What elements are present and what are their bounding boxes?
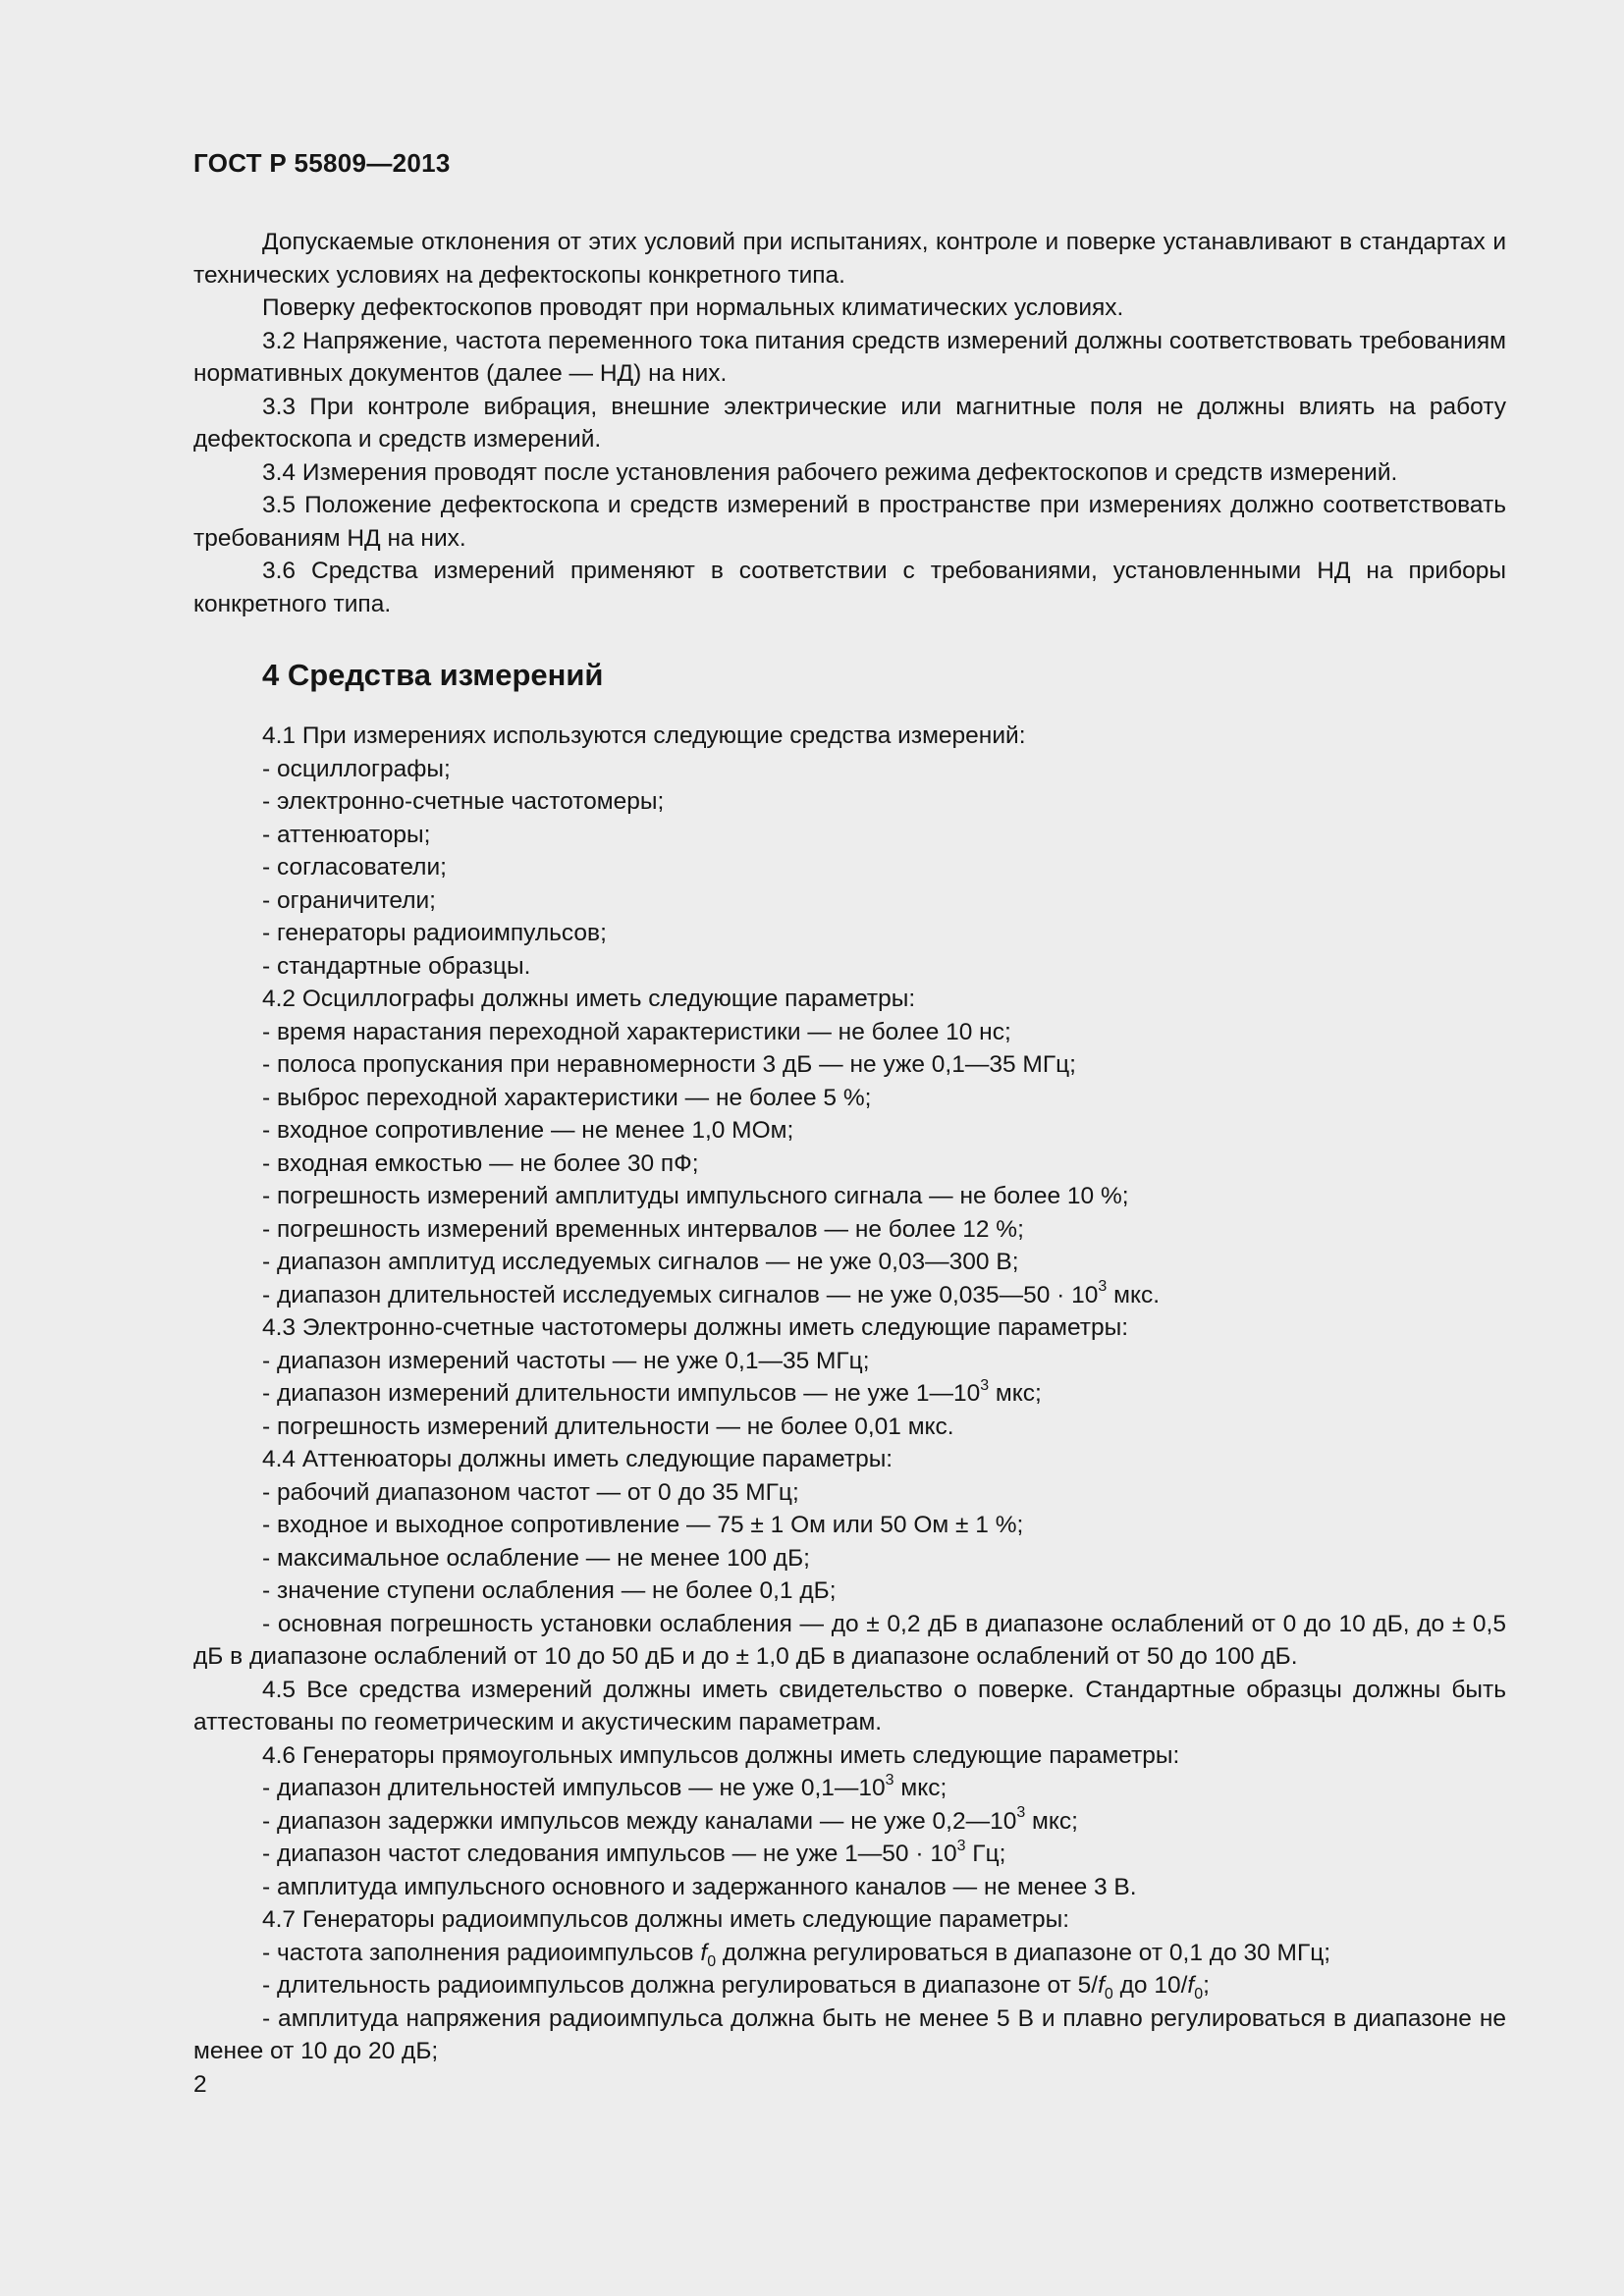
clause-4-2: 4.2 Осциллографы должны иметь следующие параметры: (262, 986, 916, 1012)
paragraph: Поверку дефектоскопов проводят при нормальных климатических условиях. (262, 294, 1124, 321)
clause-4-1: 4.1 При измерениях используются следующие средства измерений: (262, 722, 1026, 749)
list-item: - основная погрешность установки ослабления — до ± 0,2 дБ в диапазоне ослаблений от 0 до 10 дБ, до ± 0,5 дБ в диапазоне ослаблений от 10 до 50 дБ и до ± 1,0 дБ в диапазоне ослаблений от 50 до 100 дБ. (193, 1610, 1506, 1670)
item-text: - диапазон частот следования импульсов — не уже 1—50 · 10 (262, 1841, 957, 1867)
list-item: - время нарастания переходной характеристики — не более 10 нс; (262, 1018, 1011, 1045)
list-item: - ограничители; (262, 886, 436, 914)
list-item: - электронно-счетные частотомеры; (262, 788, 665, 815)
item-text: Гц; (965, 1841, 1006, 1867)
list-item: - значение ступени ослабления — не более 0,1 дБ; (262, 1577, 837, 1604)
list-item: - генераторы радиоимпульсов; (262, 920, 607, 946)
superscript: 3 (956, 1837, 966, 1854)
superscript: 3 (1016, 1804, 1026, 1822)
list-item: - рабочий диапазоном частот — от 0 до 35 МГц; (262, 1478, 799, 1506)
page-number: 2 (193, 2071, 207, 2098)
item-text: - длительность радиоимпульсов должна регулироваться в диапазоне от 5/ (262, 1972, 1099, 1999)
list-item (193, 1838, 1506, 1871)
item-text: мкс. (1107, 1281, 1161, 1308)
item-text: - частота заполнения радиоимпульсов (262, 1939, 701, 1966)
list-item: - диапазон амплитуд исследуемых сигналов — не уже 0,03—300 В; (262, 1249, 1019, 1275)
clause-3-3: 3.3 При контроле вибрация, внешние электрические или магнитные поля не должны влиять на работу дефектоскопа и средств измерений. (193, 393, 1506, 453)
list-item: - погрешность измерений длительности — не более 0,01 мкс. (262, 1413, 954, 1440)
list-item: - аттенюаторы; (262, 821, 431, 848)
document-header: ГОСТ Р 55809—2013 (193, 148, 451, 178)
list-item: - амплитуда напряжения радиоимпульса должна быть не менее 5 В и плавно регулироваться в диапазоне не менее от 10 до 20 дБ; (193, 2004, 1506, 2064)
list-item: - стандартные образцы. (262, 952, 531, 980)
superscript: 3 (1098, 1278, 1108, 1296)
list-item: - выброс переходной характеристики — не более 5 %; (262, 1084, 872, 1111)
superscript: 3 (980, 1376, 990, 1394)
item-text: - диапазон длительностей импульсов — не уже 0,1—10 (262, 1775, 886, 1801)
list-item (193, 1377, 1506, 1411)
item-text: до 10/ (1112, 1972, 1188, 1999)
clause-3-4: 3.4 Измерения проводят после установления рабочего режима дефектоскопов и средств измерений. (262, 458, 1398, 486)
item-text: должна регулироваться в диапазоне от 0,1 до 30 МГц; (716, 1939, 1331, 1966)
list-item: - входное и выходное сопротивление — 75 ± 1 Ом или 50 Ом ± 1 %; (262, 1512, 1024, 1538)
list-item (193, 1772, 1506, 1805)
item-text: мкс; (893, 1775, 947, 1801)
intro-block (193, 226, 1506, 620)
clause-3-5: 3.5 Положение дефектоскопа и средств измерений в пространстве при измерениях должно соответствовать требованиям НД на них. (193, 492, 1506, 552)
symbol-f: f (1187, 1972, 1195, 1999)
list-item (193, 1279, 1506, 1312)
superscript: 3 (885, 1771, 894, 1789)
clause-4-3: 4.3 Электронно-счетные частотомеры должны иметь следующие параметры: (262, 1314, 1129, 1341)
clause-4-7: 4.7 Генераторы радиоимпульсов должны иметь следующие параметры: (262, 1906, 1070, 1933)
symbol-f: f (1098, 1972, 1105, 1999)
list-item (193, 1937, 1506, 1970)
section-heading: 4 Средства измерений (262, 658, 604, 692)
clause-3-2: 3.2 Напряжение, частота переменного тока питания средств измерений должны соответствовать требованиям нормативных документов (далее — НД) на них. (193, 327, 1506, 387)
item-text: мкс; (1025, 1807, 1078, 1835)
item-text: - диапазон длительностей исследуемых сигналов — не уже 0,035—50 · 10 (262, 1281, 1099, 1308)
list-item (193, 1805, 1506, 1839)
section-4-body (193, 720, 1506, 2068)
list-item: - согласователи; (262, 854, 447, 881)
clause-4-4: 4.4 Аттенюаторы должны иметь следующие параметры: (262, 1446, 893, 1472)
list-item (193, 1969, 1506, 2002)
clause-3-6: 3.6 Средства измерений применяют в соответствии с требованиями, установленными НД на приборы конкретного типа. (193, 558, 1506, 617)
list-item: - входное сопротивление — не менее 1,0 МОм; (262, 1117, 794, 1144)
item-text: - диапазон задержки импульсов между каналами — не уже 0,2—10 (262, 1807, 1017, 1835)
item-text: ; (1203, 1972, 1210, 1999)
list-item: - диапазон измерений частоты — не уже 0,1—35 МГц; (262, 1347, 870, 1374)
list-item: - максимальное ослабление — не менее 100 дБ; (262, 1544, 810, 1572)
item-text: мкс; (989, 1380, 1042, 1407)
symbol-f: f (700, 1939, 708, 1966)
paragraph: Допускаемые отклонения от этих условий при испытаниях, контроле и поверке устанавливают в стандартах и технических условиях на дефектоскопы конкретного типа. (193, 229, 1506, 289)
clause-4-5: 4.5 Все средства измерений должны иметь свидетельство о поверке. Стандартные образцы должны быть аттестованы по геометрическим и акустическим параметрам. (193, 1676, 1506, 1735)
subscript: 0 (1194, 1985, 1204, 2002)
list-item: - осциллографы; (262, 755, 451, 782)
list-item: - амплитуда импульсного основного и задержанного каналов — не менее 3 В. (262, 1873, 1137, 1900)
list-item: - погрешность измерений амплитуды импульсного сигнала — не более 10 %; (262, 1183, 1129, 1209)
list-item: - полоса пропускания при неравномерности 3 дБ — не уже 0,1—35 МГц; (262, 1051, 1076, 1078)
subscript: 0 (707, 1952, 717, 1970)
list-item: - входная емкостью — не более 30 пФ; (262, 1149, 699, 1177)
item-text: - диапазон измерений длительности импульсов — не уже 1—10 (262, 1380, 981, 1407)
clause-4-6: 4.6 Генераторы прямоугольных импульсов должны иметь следующие параметры: (262, 1741, 1180, 1769)
subscript: 0 (1104, 1985, 1113, 2002)
list-item: - погрешность измерений временных интервалов — не более 12 %; (262, 1215, 1024, 1243)
